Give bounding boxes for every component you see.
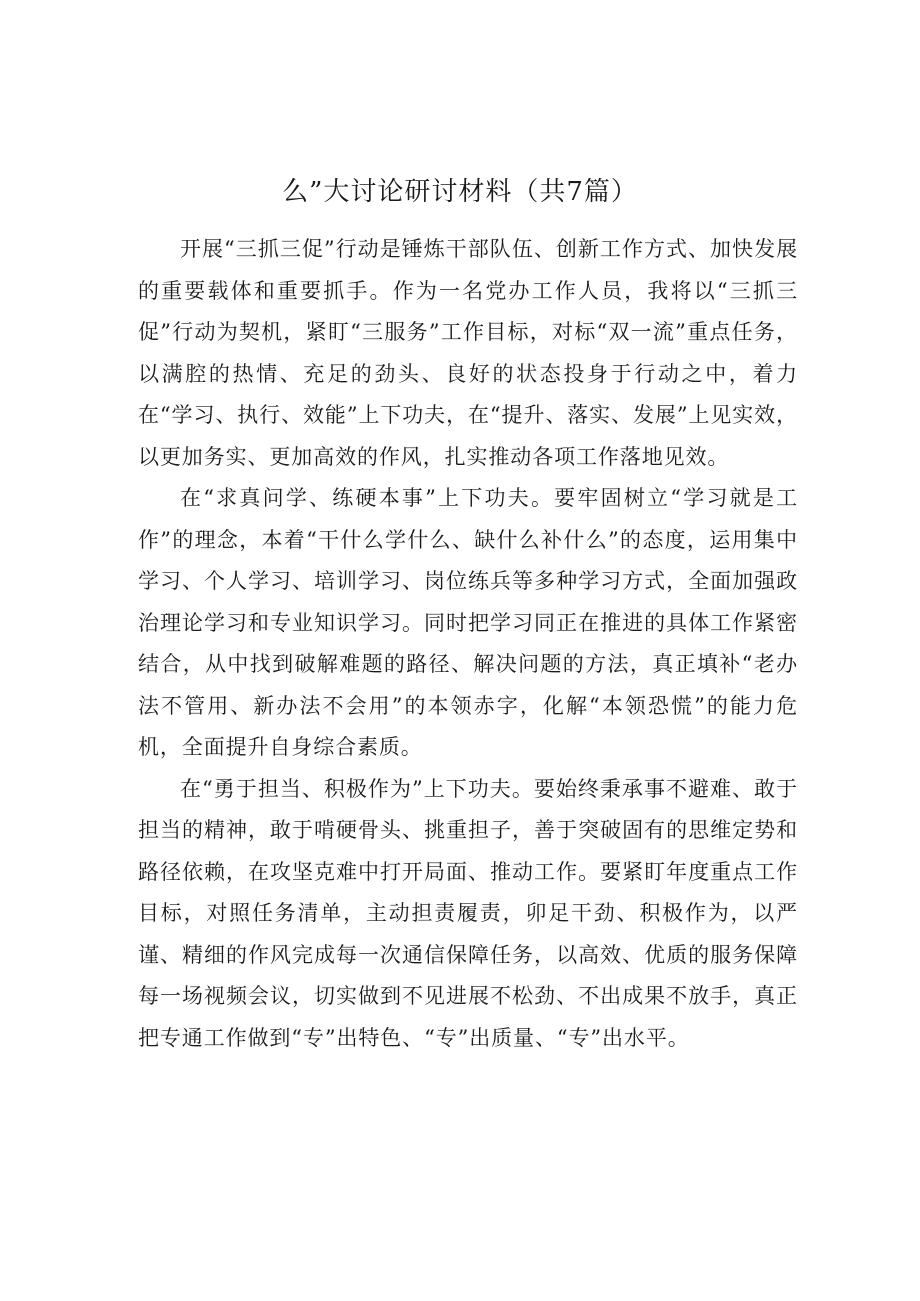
document-body xyxy=(138,229,798,1059)
paragraph-responsibility: 在“勇于担当、积极作为”上下功夫。要始终秉承事不避难、敢于担当的精神，敢于啃硬骨头、挑重担子，善于突破固有的思维定势和路径依赖，在攻坚克难中打开局面、推动工作。要紧盯年度重点工作目标，对照任务清单，主动担责履责，卯足干劲、积极作为，以严谨、精细的作风完成每一次通信保障任务，以高效、优质的服务保障每一场视频会议，切实做到不见进展不松劲、不出成果不放手，真正把专通工作做到“专”出特色、“专”出质量、“专”出水平。 xyxy=(138,776,798,1050)
document-title: 么”大讨论研讨材料（共7篇） xyxy=(282,177,638,207)
paragraph-intro: 开展“三抓三促”行动是锤炼干部队伍、创新工作方式、加快发展的重要载体和重要抓手。作为一名党办工作人员，我将以“三抓三促”行动为契机，紧盯“三服务”工作目标，对标“双一流”重点任务，以满腔的热情、充足的劲头、良好的状态投身于行动之中，着力在“学习、执行、效能”上下功夫，在“提升、落实、发展”上见实效，以更加务实、更加高效的作风，扎实推动各项工作落地见效。 xyxy=(138,237,798,469)
paragraph-learning: 在“求真问学、练硬本事”上下功夫。要牢固树立“学习就是工作”的理念，本着“干什么学什么、缺什么补什么”的态度，运用集中学习、个人学习、培训学习、岗位练兵等多种学习方式，全面加强政治理论学习和专业知识学习。同时把学习同正在推进的具体工作紧密结合，从中找到破解难题的路径、解决问题的方法，真正填补“老办法不管用、新办法不会用”的本领赤字，化解“本领恐慌”的能力危机，全面提升自身综合素质。 xyxy=(138,486,798,759)
